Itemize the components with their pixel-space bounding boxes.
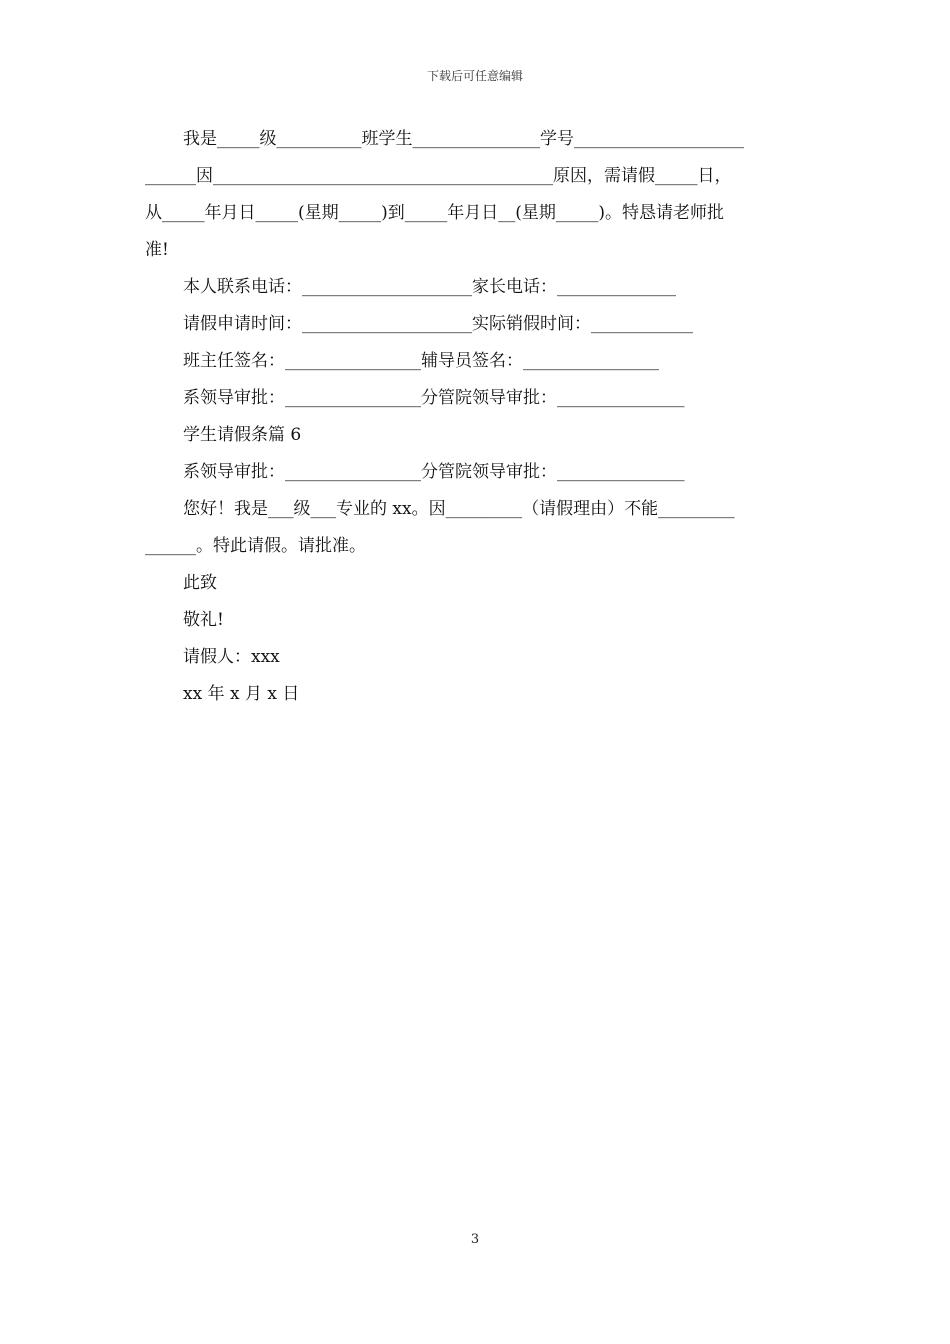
- applicant-line: 请假人：xxx: [183, 647, 280, 667]
- closing-salutation: 此致: [183, 573, 217, 593]
- letter-line-2: ______。特此请假。请批准。: [145, 536, 366, 556]
- dept-approval-line-2: 系领导审批：________________分管院领导审批：_______________: [183, 462, 685, 482]
- page-number: 3: [470, 1232, 480, 1247]
- request-time-line: 请假申请时间：____________________实际销假时间：____________: [183, 314, 693, 334]
- document-body: [145, 121, 807, 713]
- leave-form-line-3: 从_____年月日_____(星期_____)到_____年月日__(星期_____)。特恳请老师批: [145, 203, 725, 223]
- page-header: 下载后可任意编辑: [426, 69, 523, 83]
- leave-form-line-1: 我是_____级__________班学生_______________学号____________________: [183, 129, 744, 149]
- advisor-signature-line: 班主任签名：________________辅导员签名：________________: [183, 351, 659, 371]
- leave-form-line-4: 准!: [145, 240, 169, 260]
- letter-line-1: 您好！我是___级___专业的 xx。因_________（请假理由）不能_________: [183, 499, 735, 519]
- dept-approval-line: 系领导审批：________________分管院领导审批：_______________: [183, 388, 685, 408]
- closing-regards: 敬礼!: [183, 610, 224, 630]
- date-line: xx 年 x 月 x 日: [183, 684, 300, 704]
- contact-phone-line: 本人联系电话：____________________家长电话：______________: [183, 277, 676, 297]
- leave-form-line-2: ______因________________________________________原因，需请假_____日，: [145, 166, 732, 186]
- section-title: 学生请假条篇 6: [183, 425, 302, 445]
